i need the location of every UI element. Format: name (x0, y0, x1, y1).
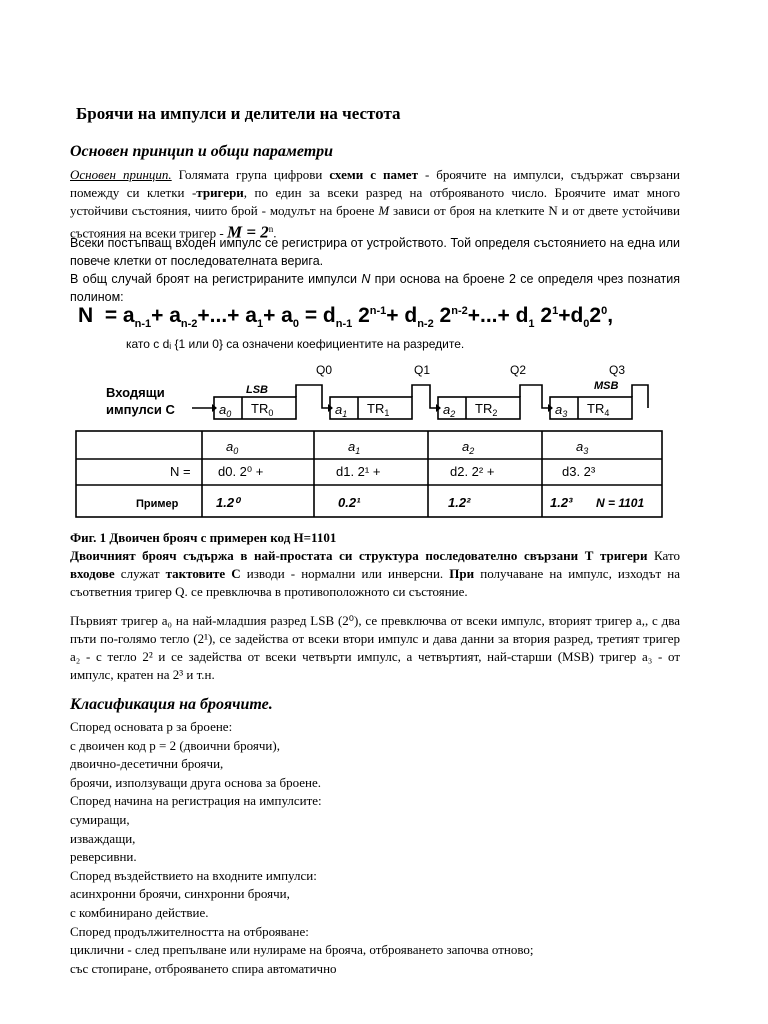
input-label-2: импулси C (106, 402, 175, 417)
cell-a1: $a_1$ (335, 402, 348, 419)
paragraph-binary-counter (70, 547, 680, 601)
text-run: схеми с памет (329, 167, 418, 182)
cell-a0: $a_0$ (219, 402, 232, 419)
cell-tr3: $TR_4$ (587, 401, 610, 418)
paragraph-trigger-weights: Първият тригер a₀ на най-младшия разред LSB (2⁰), се превключва от всеки импулс, вторият тригер a,, с два пъти по-голямо тегло (2¹), се задейства от всеки втори импулс и дава данни за втория разред, третият тригер a₂ - с тегло 2² и се задейства от всеки четвърти импулс, а четвъртият, най-старши (MSB) тригер a₃ - от импулс, кратен на 2³ и т.н. (70, 613, 680, 682)
text-run: зависи от броя на клетките N и от двете устойчиви състояния на всеки тригер - (70, 203, 681, 241)
page-title: Броячи на импулси и делители на честота (76, 104, 401, 123)
text-run: . (273, 225, 277, 241)
text-run: N (361, 272, 371, 286)
q2-label: Q2 (510, 363, 527, 377)
text-run: входове (70, 566, 115, 581)
list-item: реверсивни. (70, 849, 137, 865)
list-item: изваждащи, (70, 830, 136, 846)
text-run: тактовите С (165, 566, 241, 581)
list-item: циклични - след препълване или нулираме на брояча, отброяването започва отново; (70, 942, 534, 958)
input-label-1: Входящи (106, 385, 165, 400)
table-header-a0: $a_0$ (226, 439, 239, 456)
msb-label: MSB (594, 380, 619, 392)
lsb-label: LSB (246, 384, 268, 396)
term-1: d1. 2¹ + (336, 464, 381, 479)
classification-list (70, 718, 534, 978)
text-run: M (378, 203, 390, 218)
example-2: 1.2² (448, 495, 471, 510)
term-0: d0. 2⁰ + (218, 464, 264, 479)
list-item: със стопиране, отброяването спира автоматично (70, 960, 337, 976)
text-run: n (268, 224, 274, 234)
example-1: 0.2¹ (338, 495, 361, 510)
text-run: изводи - нормални или инверсни. (240, 566, 450, 581)
text-run: Като (647, 548, 680, 563)
text-run: получаване на импулс, изходът на съответния тригер Q. се превключва в противоположното си състояние. (70, 566, 680, 599)
lead-text: Основен принцип. (70, 167, 172, 182)
cell-tr2: $TR_2$ (475, 401, 498, 418)
list-item: Според основата р за броене: (70, 719, 233, 734)
text-run: Голямата група цифрови (171, 167, 330, 182)
figure-caption: Фиг. 1 Двоичен брояч с примерен код H=1101 (70, 530, 337, 545)
cell-a3: $a_3$ (555, 402, 568, 419)
list-item: с двоичен код р = 2 (двоични броячи), (70, 737, 280, 753)
text-run: при основа на броене 2 се определя чрез познатия полином: (70, 272, 680, 304)
text-run: , по един за всеки разред на отброяваното число. Броячите имат много устойчиви състояния, чиито брой - модулът на броене (70, 185, 680, 218)
cell-tr0: $TR_0$ (251, 401, 274, 418)
row-example-label: Пример (136, 498, 179, 510)
list-item: броячи, използуващи друга основа за броене. (70, 774, 322, 790)
text-run: - броячите на импулси, съдържат свързани помежду си клетки - (70, 167, 681, 200)
text-run: служат (114, 566, 166, 581)
binary-counter-figure (66, 357, 666, 527)
q1-label: Q1 (414, 363, 431, 377)
text-run: Двоичният брояч съдържа в най-простата си структура последователно свързани Т тригери (70, 548, 648, 563)
cell-a2: $a_2$ (443, 402, 456, 419)
text-run: тригери (196, 185, 244, 200)
table-header-a2: $a_2$ (462, 439, 475, 456)
example-result: N = 1101 (596, 496, 645, 510)
q0-label: Q0 (316, 363, 333, 377)
q3-label: Q3 (609, 363, 626, 377)
list-item: с комбинирано действие. (70, 904, 209, 920)
polynomial-equation: $N = a_{n-1}+ a_{n-2}+...+ a_1+ a_0 = d_{n-1}$ $2^{n-1}+ d_{n-2}$ $2^{n-2}+...+ d_1$ $2^1+d_02^0$, (78, 304, 614, 331)
term-3: d3. 2³ (562, 464, 596, 479)
paragraph-principle (70, 166, 680, 242)
table-header-a1: $a_1$ (348, 439, 361, 456)
modulus-formula: M = 2 (226, 222, 269, 242)
list-item: асинхронни броячи, синхронни броячи, (70, 886, 290, 902)
list-item: сумиращи, (70, 811, 130, 827)
example-3: 1.2³ (550, 495, 573, 510)
list-item: Според продължителността на отброяване: (70, 923, 309, 939)
list-item: Според начина на регистрация на импулсите: (70, 793, 322, 809)
section-heading-classification: Класификация на броячите. (70, 696, 273, 713)
equation-note: като с dᵢ {1 или 0} са означени коефициентите на разредите. (126, 337, 465, 351)
example-0: 1.2⁰ (216, 495, 240, 510)
text-run: В общ случай броят на регистрираните импулси (70, 272, 362, 286)
table-header-a3: $a_3$ (576, 439, 589, 456)
list-item: двоично-десетични броячи, (70, 756, 224, 772)
term-2: d2. 2² + (450, 464, 495, 479)
paragraph-polynomial (70, 270, 680, 306)
text-run: При (449, 566, 475, 581)
section-heading-principle: Основен принцип и общи параметри (70, 143, 334, 160)
row-n-label: N = (170, 464, 191, 479)
list-item: Според въздействието на входните импулси: (70, 867, 317, 883)
paragraph-input-pulse: Всеки постъпващ входен импулс се регистрира от устройството. Той определя състоянието на една или повече клетки от последователната верига. (70, 236, 680, 268)
cell-tr1: $TR_1$ (367, 401, 390, 418)
